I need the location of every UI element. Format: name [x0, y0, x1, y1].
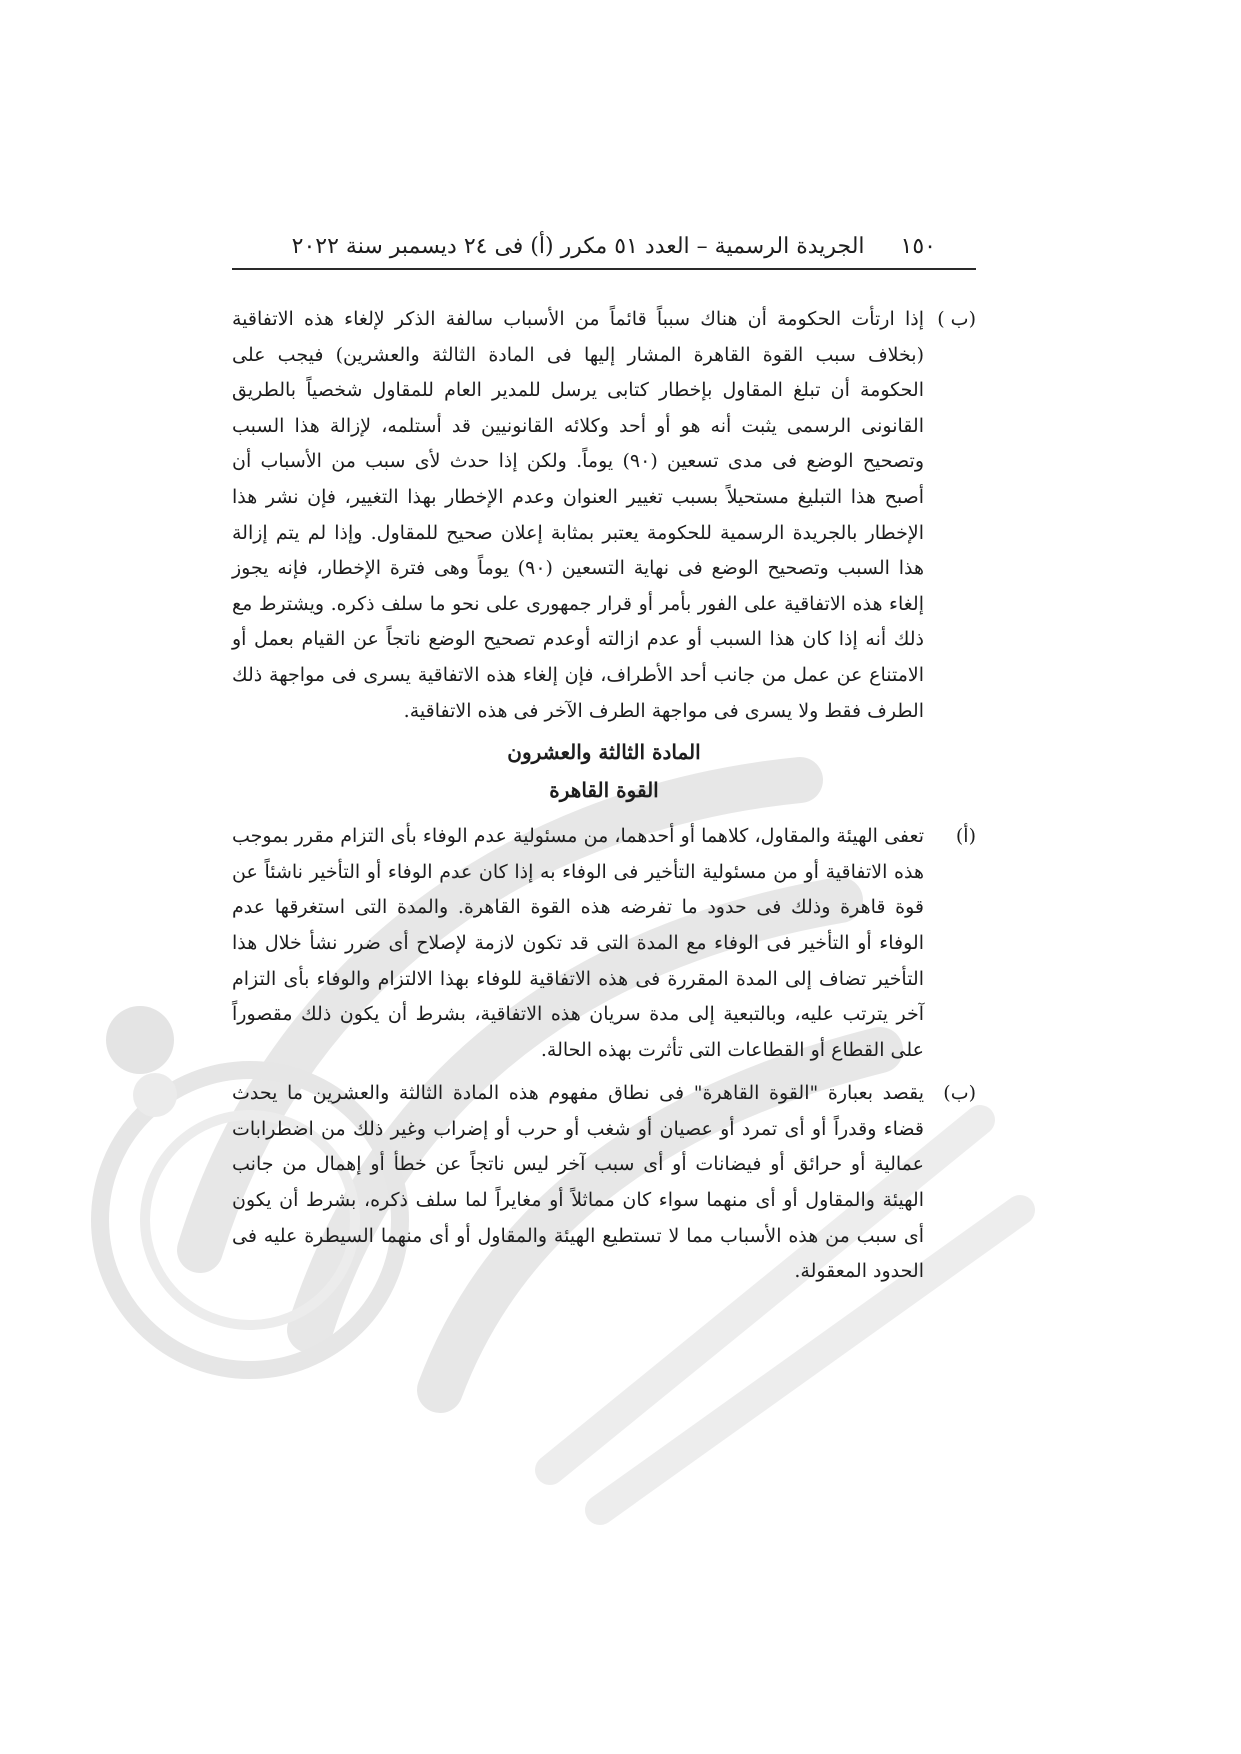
page-content — [232, 302, 976, 1290]
clause-b — [232, 302, 976, 729]
clause-a-label: (أ) — [955, 825, 976, 848]
clause-b-force-majeure — [232, 1076, 976, 1290]
clause-b-force-majeure-text: يقصد بعبارة "القوة القاهرة" فى نطاق مفهوم هذه المادة الثالثة والعشرين ما يحدث قضاء وقدراً أو أى تمرد أو عصيان أو شغب أو حرب أو إضراب وغير ذلك من اضطرابات عمالية أو حرائق أو فيضانات أو أى سبب آخر ليس ناتجاً عن خطأ أو إهمال من جانب الهيئة والمقاول أو أى منهما سواء كان مماثلاً أو مغايراً لما سلف ذكره، بشرط أن يكون أى سبب من هذه الأسباب مما لا تستطيع الهيئة والمقاول أو أى منهما السيطرة عليه فى الحدود المعقولة. — [232, 1082, 924, 1283]
gazette-page — [232, 0, 976, 1754]
clause-a — [232, 819, 976, 1068]
clause-b-text: إذا ارتأت الحكومة أن هناك سبباً قائماً من الأسباب سالفة الذكر لإلغاء هذه الاتفاقية (بخلاف سبب القوة القاهرة المشار إليها فى المادة الثالثة والعشرين) فيجب على الحكومة أن تبلغ المقاول بإخطار كتابى يرسل للمدير العام للمقاول شخصياً بالطريق القانونى الرسمى يثبت أنه هو أو أحد وكلائه القانونيين قد أستلمه، لإزالة هذا السبب وتصحيح الوضع فى مدى تسعين (٩٠) يوماً. ولكن إذا حدث لأى سبب من الأسباب أن أصبح هذا التبليغ مستحيلاً بسبب تغيير العنوان وعدم الإخطار بهذا التغيير، فإن نشر هذا الإخطار بالجريدة الرسمية للحكومة يعتبر بمثابة إعلان صحيح للمقاول. وإذا لم يتم إزالة هذا السبب وتصحيح الوضع فى نهاية التسعين (٩٠) يوماً وهى فترة الإخطار، فإنه يجوز إلغاء هذه الاتفاقية على الفور بأمر أو قرار جمهورى على نحو ما سلف ذكره. ويشترط مع ذلك أنه إذا كان هذا السبب أو عدم ازالته أوعدم تصحيح الوضع ناتجاً عن القيام بعمل أو الامتناع عن عمل من جانب أحد الأطراف، فإن إلغاء هذه الاتفاقية يسرى فى مواجهة ذلك الطرف فقط ولا يسرى فى مواجهة الطرف الآخر فى هذه الاتفاقية. — [232, 308, 925, 722]
article-subject-heading: القوة القاهرة — [549, 778, 659, 803]
clause-b-force-majeure-label: (ب) — [943, 1082, 976, 1105]
gazette-title: الجريدة الرسمية – العدد ٥١ مكرر (أ) فى ٢٤ ديسمبر سنة ٢٠٢٢ — [291, 233, 865, 259]
header-divider — [232, 268, 976, 270]
page-number: ١٥٠ — [900, 233, 936, 259]
page-header — [232, 226, 976, 266]
clause-a-text: تعفى الهيئة والمقاول، كلاهما أو أحدهما، من مسئولية عدم الوفاء بأى التزام مقرر بموجب هذه الاتفاقية أو من مسئولية التأخير فى الوفاء به إذا كان عدم الوفاء أو التأخير ناشئاً عن قوة قاهرة وذلك فى حدود ما تفرضه هذه القوة القاهرة. والمدة التى استغرقها عدم الوفاء أو التأخير فى الوفاء مع المدة التى قد تكون لازمة لإصلاح أى ضرر نشأ خلال هذا التأخير تضاف إلى المدة المقررة فى هذه الاتفاقية للوفاء بهذا الالتزام والوفاء بأى التزام آخر يترتب عليه، وبالتبعية إلى مدة سريان هذه الاتفاقية، بشرط أن يكون ذلك مقصوراً على القطاع أو القطاعات التى تأثرت بهذه الحالة. — [232, 825, 925, 1061]
clause-b-label: (ب ) — [937, 308, 976, 330]
article-number-heading: المادة الثالثة والعشرون — [507, 740, 701, 765]
